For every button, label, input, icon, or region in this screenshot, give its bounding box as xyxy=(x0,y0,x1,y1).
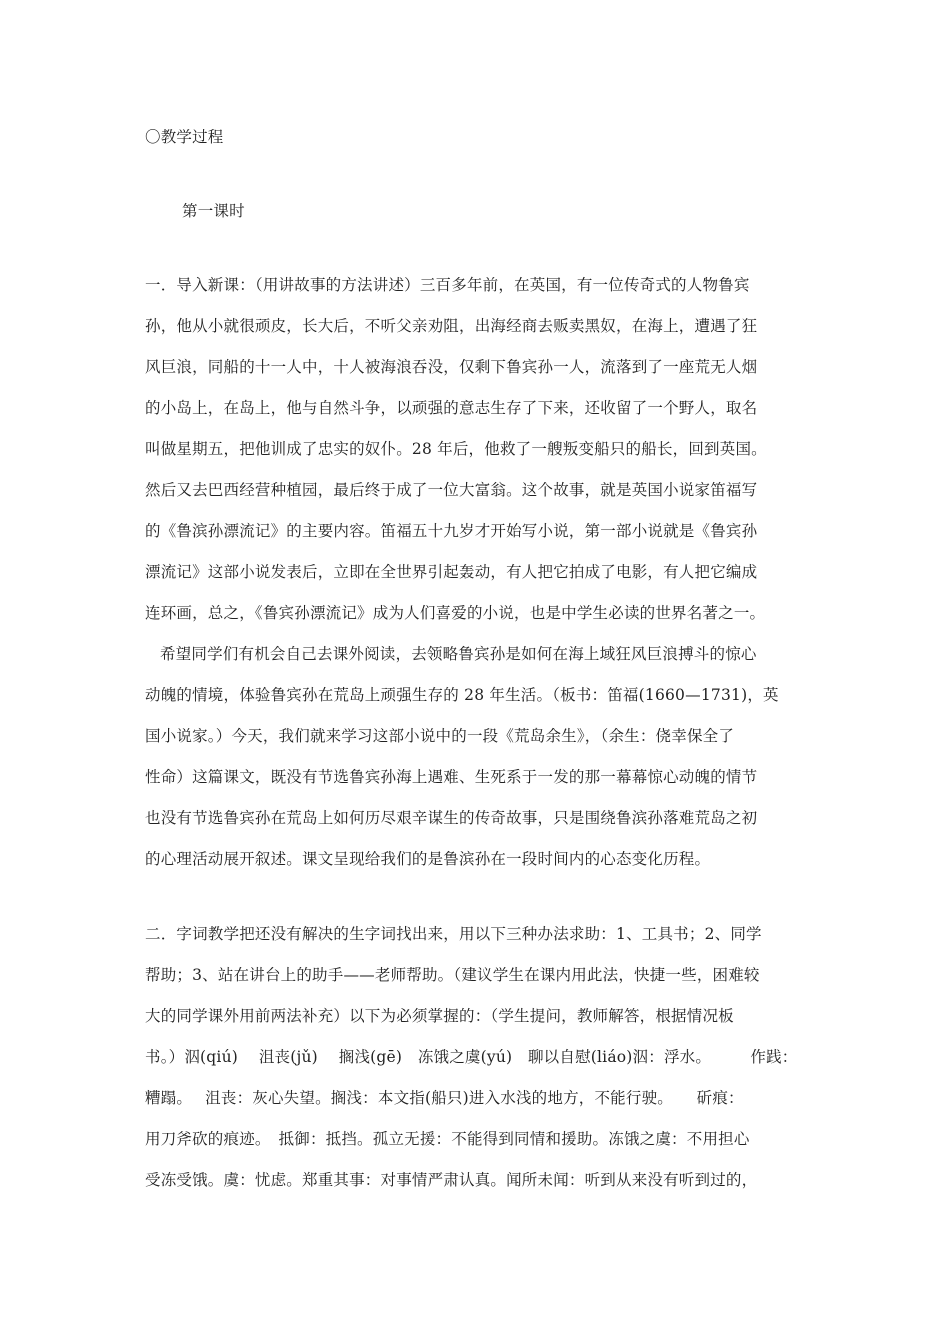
paragraph-line: 连环画，总之，《鲁宾孙漂流记》成为人们喜爱的小说，也是中学生必读的世界名著之一。 xyxy=(145,604,766,622)
paragraph-line: 国小说家。）今天，我们就来学习这部小说中的一段《荒岛余生》，（余生：侥幸保全了 xyxy=(145,727,735,745)
paragraph-line: 动魄的情境，体验鲁宾孙在荒岛上顽强生存的 28 年生活。（板书：笛福(1660—1731)，英 xyxy=(145,686,779,704)
lesson-title: 第一课时 xyxy=(182,202,245,220)
paragraph-line: 风巨浪，同船的十一人中，十人被海浪吞没，仅剩下鲁宾孙一人，流落到了一座荒无人烟 xyxy=(145,358,758,376)
paragraph-line: 一．导入新课：（用讲故事的方法讲述）三百多年前，在英国，有一位传奇式的人物鲁宾 xyxy=(145,276,750,294)
paragraph-line: 大的同学课外用前两法补充）以下为必须掌握的：（学生提问，教师解答，根据情况板 xyxy=(145,1007,734,1025)
paragraph-line: 用刀斧砍的痕迹。 抵御：抵挡。孤立无援：不能得到同情和援助。冻饿之虞：不用担心 xyxy=(145,1130,750,1148)
paragraph-line: 也没有节选鲁宾孙在荒岛上如何历尽艰辛谋生的传奇故事，只是围绕鲁滨孙落难荒岛之初 xyxy=(145,809,758,827)
paragraph-line: 书。）泅(qiú) 沮丧(jǔ) 搁浅(gē) 冻饿之虞(yú) 聊以自慰(liáo)泅：浮水。 作践： xyxy=(145,1048,798,1066)
paragraph-line: 漂流记》这部小说发表后，立即在全世界引起轰动，有人把它拍成了电影，有人把它编成 xyxy=(145,563,758,581)
paragraph-line: 孙，他从小就很顽皮，长大后，不听父亲劝阻，出海经商去贩卖黑奴，在海上，遭遇了狂 xyxy=(145,317,758,335)
paragraph-line: 希望同学们有机会自己去课外阅读，去领略鲁宾孙是如何在海上域狂风巨浪搏斗的惊心 xyxy=(160,645,757,663)
paragraph-line: 的心理活动展开叙述。课文呈现给我们的是鲁滨孙在一段时间内的心态变化历程。 xyxy=(145,850,711,868)
paragraph-line: 的小岛上，在岛上，他与自然斗争，以顽强的意志生存了下来，还收留了一个野人，取名 xyxy=(145,399,758,417)
paragraph-line: 帮助；3、站在讲台上的助手——老师帮助。（建议学生在课内用此法，快捷一些，困难较 xyxy=(145,966,760,984)
paragraph-line: 叫做星期五，把他训成了忠实的奴仆。28 年后，他救了一艘叛变船只的船长，回到英国。 xyxy=(145,440,767,458)
paragraph-line: 性命）这篇课文，既没有节选鲁宾孙海上遇难、生死系于一发的那一幕幕惊心动魄的情节 xyxy=(145,768,758,786)
paragraph-line: 然后又去巴西经营种植园，最后终于成了一位大富翁。这个故事，就是英国小说家笛福写 xyxy=(145,481,758,499)
paragraph-line: 的《鲁滨孙漂流记》的主要内容。笛福五十九岁才开始写小说，第一部小说就是《鲁宾孙 xyxy=(145,522,758,540)
paragraph-line: 糟蹋。 沮丧：灰心失望。搁浅：本文指(船只)进入水浅的地方，不能行驶。 斫痕： xyxy=(145,1089,744,1107)
paragraph-line: 二．字词教学把还没有解决的生字词找出来，用以下三种办法求助：1、工具书；2、同学 xyxy=(145,925,762,943)
paragraph-line: 受冻受饿。虞：忧虑。郑重其事：对事情严肃认真。闻所未闻：听到从来没有听到过的， xyxy=(145,1171,758,1189)
section-title: 〇教学过程 xyxy=(145,128,224,146)
